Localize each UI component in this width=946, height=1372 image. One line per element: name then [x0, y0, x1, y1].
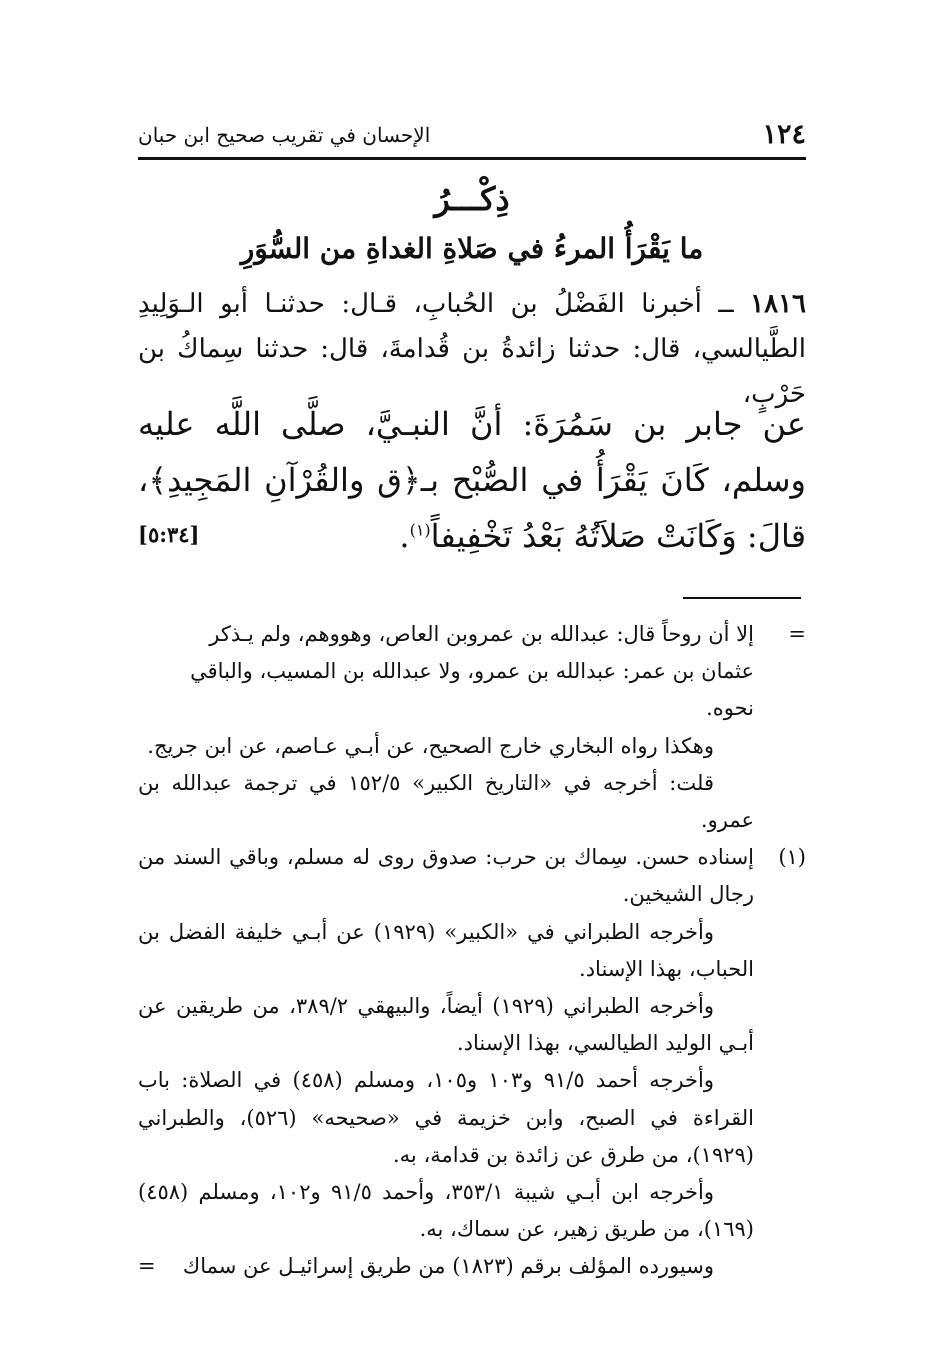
footnote-paragraph: إسناده حسن. سِماك بن حرب: صدوق روى له مسلم، وباقي السند من رجال الشيخين. [138, 845, 754, 907]
page-number: ١٢٤ [762, 119, 806, 150]
header-rule [138, 157, 806, 160]
footnote-line: إلا أن روحاً قال: عبدالله بن عمروبن العاص، وهووهم، ولم يـذكر [209, 622, 754, 646]
running-header [138, 112, 806, 158]
footnote-paragraph: وأخرجه ابن أبـي شيبة ٣٥٣/١، وأحمد ٩١/٥ و١٠٢، ومسلم (٤٥٨)(١٦٩)، من طريق زهير، عن سماك، به. [138, 1180, 754, 1242]
hadith-matn [138, 396, 806, 564]
chapter-subtitle: ما يَقْرَأُ المرءُ في صَلاةِ الغداةِ من السُّوَرِ [240, 232, 704, 265]
running-title: الإحسان في تقريب صحيح ابن حبان [138, 123, 431, 147]
footnotes [138, 616, 806, 1286]
footnote-paragraph: وأخرجه الطبراني (١٩٢٩) أيضاً، والبيهقي ٣٨٩/٢، من طريقين عن أبـي الوليد الطيالسي، بهذا الإسناد. [138, 994, 754, 1056]
footnote-last-line [138, 1248, 806, 1285]
footnote-reference[interactable]: (١) [409, 520, 431, 540]
footnote-1-marker: (١) [778, 845, 806, 870]
footnote-paragraph: وأخرجه أحمد ٩١/٥ و١٠٣ و١٠٥، ومسلم (٤٥٨) في الصلاة: باب القراءة في الصبح، وابن خزيمة في «صحيحه» (٥٢٦)، والطبراني (١٩٢٩)، من طرق عن زائدة بن قدامة، به. [138, 1068, 754, 1167]
continuation-marker: = [788, 622, 806, 646]
footnote-continuation [138, 616, 806, 653]
footnote-line-wrap [138, 653, 806, 727]
footnote-1 [138, 839, 806, 913]
footnote-paragraph: وهكذا رواه البخاري خارج الصحيح، عن أبـي عـاصم، عن ابن جريج. [147, 733, 714, 758]
chapter-heading: ذِكْـــرُ [434, 180, 510, 218]
matn-end-mark: . [399, 517, 410, 555]
footnote-paragraph: وأخرجه الطبراني في «الكبير» (١٩٢٩) عن أبـي خليفة الفضل بن الحباب، بهذا الإسناد. [138, 919, 754, 981]
footnote-line: عثمان بن عمر: عبدالله بن عمرو، ولا عبدالله بن المسيب، والباقي نحوه. [190, 659, 754, 721]
continuation-end-marker: = [138, 1254, 156, 1279]
source-reference: [٥:٣٤] [138, 522, 200, 547]
matn-text: عن جابر بن سَمُرَةَ: أنَّ النبـيَّ، صلَّى اللَّه عليه وسلم، كَانَ يَقْرَأُ في الصُّبْح بـ﴿ق والقُرْآنِ المَجِيدِ﴾، قالَ: وَكَانَتْ صَلاَتُهُ بَعْدُ تَخْفِيفاً [138, 405, 806, 555]
isnad-text: ــ أخبرنا الفَضْلُ بن الحُبابِ، قـال: حدثنـا أبو الـوَلِيدِ الطَّيالسي، قال: حدثنا زائدةُ بن قُدامةَ، قال: حدثنا سِماكُ بن حَرْبٍ، [138, 289, 806, 409]
footnote-paragraph: وسيورده المؤلف برقم (١٨٢٣) من طريق إسرائيـل عن سماك [182, 1254, 714, 1279]
hadith-number: ١٨١٦ [750, 289, 807, 319]
footnote-paragraph: قلت: أخرجه في «التاريخ الكبير» ١٥٢/٥ في ترجمة عبدالله بن عمرو. [138, 770, 754, 833]
footnote-separator [683, 597, 801, 599]
